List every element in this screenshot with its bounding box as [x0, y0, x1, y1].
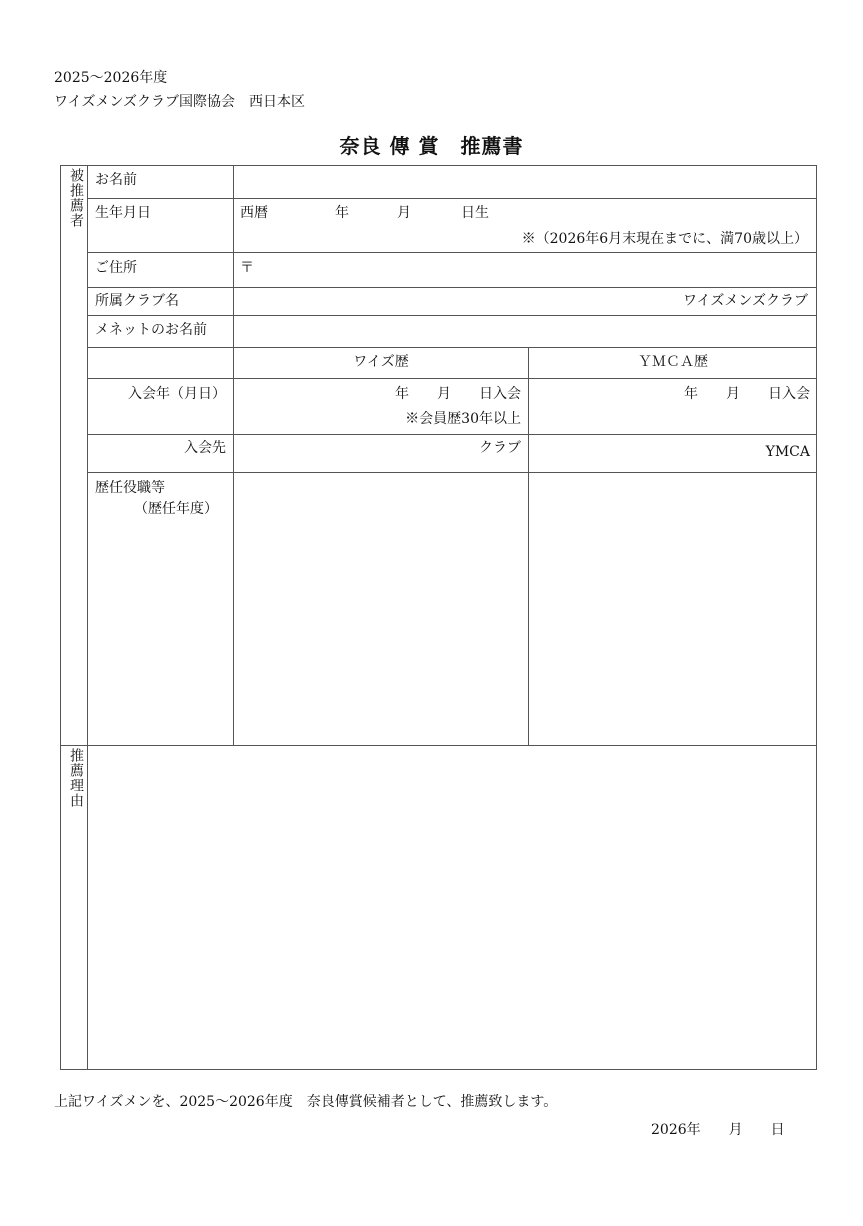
- ymca-history-header: ＹＭＣＡ歴: [638, 354, 708, 370]
- club-label: 所属クラブ名: [95, 293, 179, 309]
- joined-at-label: 入会先: [184, 440, 226, 456]
- ymca-join-date: 年 月 日入会: [684, 386, 810, 402]
- row-divider: [87, 198, 817, 199]
- positions-sub-label: （歴任年度）: [134, 501, 218, 517]
- ymca-positions-field[interactable]: [529, 473, 816, 745]
- postal-mark: 〒: [240, 260, 254, 276]
- positions-label: 歴任役職等: [95, 480, 165, 496]
- row-divider: [87, 347, 817, 348]
- birth-day-unit: 日生: [461, 205, 489, 221]
- address-label: ご住所: [95, 260, 137, 276]
- ys-positions-field[interactable]: [234, 473, 528, 745]
- ys-join-date: 年 月 日入会: [395, 386, 521, 402]
- row-divider: [87, 434, 817, 435]
- submission-date: 2026年 月 日: [651, 1122, 785, 1138]
- organization-name: ワイズメンズクラブ国際協会 西日本区: [54, 94, 306, 110]
- birth-year-unit: 年: [335, 205, 349, 221]
- recommendation-statement: 上記ワイズメンを、2025〜2026年度 奈良傳賞候補者として、推薦致します。: [54, 1094, 558, 1110]
- name-field[interactable]: [234, 166, 816, 198]
- birth-label: 生年月日: [95, 205, 151, 221]
- birth-era: 西暦: [240, 205, 268, 221]
- ys-joined-club: クラブ: [479, 440, 521, 456]
- birth-month-unit: 月: [397, 205, 411, 221]
- birth-age-note: ※（2026年6月末現在までに、満70歳以上）: [521, 231, 808, 247]
- ymca-joined-at: YMCA: [765, 444, 810, 460]
- fiscal-year: 2025〜2026年度: [54, 70, 168, 86]
- address-field[interactable]: [260, 253, 816, 287]
- reason-side-label: 推薦理由: [68, 748, 84, 808]
- menet-label: メネットのお名前: [95, 322, 207, 338]
- name-label: お名前: [95, 172, 137, 188]
- nominee-side-label: 被推薦者: [68, 168, 84, 228]
- row-divider: [87, 378, 817, 379]
- join-year-label: 入会年（月日）: [128, 386, 226, 402]
- menet-name-field[interactable]: [234, 316, 816, 347]
- club-suffix: ワイズメンズクラブ: [682, 293, 808, 309]
- ys-join-note: ※会員歴30年以上: [405, 411, 521, 427]
- document-title: 奈良 傳 賞 推薦書: [339, 134, 524, 158]
- row-divider: [87, 287, 817, 288]
- ys-history-header: ワイズ歴: [353, 354, 409, 370]
- reason-field[interactable]: [88, 746, 816, 1069]
